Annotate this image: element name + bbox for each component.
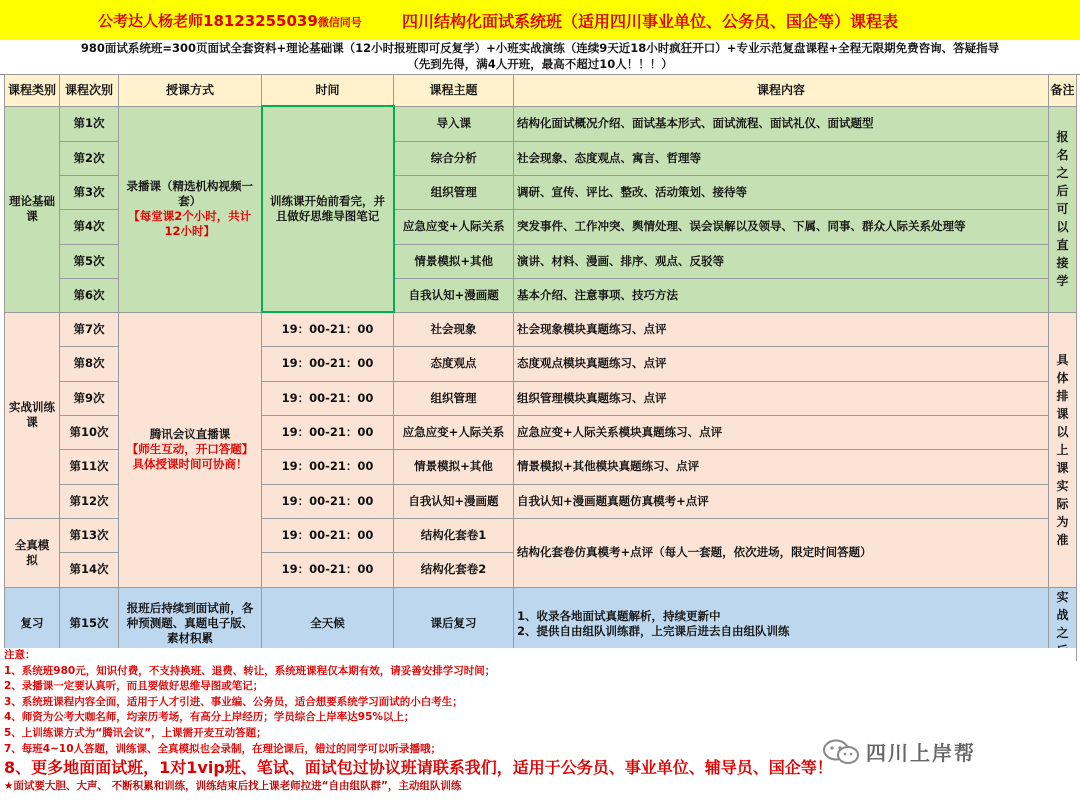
col-header-content: 课程内容 (514, 75, 1049, 107)
session-topic: 结构化套卷1 (394, 518, 514, 552)
category-practice: 实战训练课 (5, 312, 60, 518)
session-no: 第6次 (60, 278, 119, 312)
course-summary (0, 40, 1080, 75)
col-header-category: 课程类别 (5, 75, 60, 107)
session-topic: 情景模拟+其他 (394, 244, 514, 278)
method-live: 腾讯会议直播课 【师生互动，开口答题】具体授课时间可协商！ (119, 312, 262, 587)
note-item: 3、系统班课程内容全面，适用于人才引进、事业编、公务员，适合想要系统学习面试的小白考生； (4, 695, 463, 708)
note-item: 7、每班4~10人答题，训练课、全真模拟也会录制，在理论课后，错过的同学可以听录播哦； (4, 742, 442, 755)
col-header-method: 授课方式 (119, 75, 262, 107)
session-no: 第1次 (60, 106, 119, 141)
session-no: 第12次 (60, 484, 119, 518)
session-content: 组织管理模块真题练习、点评 (514, 381, 1049, 415)
page-title: 四川结构化面试系统班（适用四川事业单位、公务员、国企等）课程表 (402, 12, 899, 31)
session-content: 情景模拟+其他模块真题练习、点评 (514, 449, 1049, 484)
session-no: 第8次 (60, 346, 119, 381)
session-topic: 应急应变+人际关系 (394, 415, 514, 449)
contact-text: 公考达人杨老师18123255039微信同号 (98, 12, 362, 30)
method-recorded: 录播课（精选机构视频一套） 【每堂课2个小时，共计12小时】 (119, 106, 262, 312)
session-no: 第5次 (60, 244, 119, 278)
session-topic: 结构化套卷2 (394, 552, 514, 587)
note-item: 4、师资为公考大咖名师，均亲历考场，有高分上岸经历；学员综合上岸率达95%以上； (4, 711, 415, 724)
session-time: 19：00-21：00 (262, 518, 394, 552)
remark-theory: 报名之后可以直接学 (1049, 106, 1077, 312)
session-topic: 导入课 (394, 106, 514, 141)
session-content: 结构化面试概况介绍、面试基本形式、面试流程、面试礼仪、面试题型 (514, 106, 1049, 141)
session-content: 应急应变+人际关系模块真题练习、点评 (514, 415, 1049, 449)
session-time: 19：00-21：00 (262, 484, 394, 518)
wechat-icon (822, 739, 860, 765)
session-no: 第15次 (60, 587, 119, 660)
session-no: 第13次 (60, 518, 119, 552)
summary-line-1: 980面试系统班=300页面试全套资料+理论基础课（12小时报班即可反复学）+小班实战演练（连续9天近18小时疯狂开口）+专业示范复盘课程+全程无限期免费咨询、答疑指导 (80, 41, 1000, 55)
session-topic: 应急应变+人际关系 (394, 209, 514, 244)
col-header-time: 时间 (262, 75, 394, 107)
session-time: 19：00-21：00 (262, 312, 394, 346)
schedule-table (4, 74, 1077, 661)
session-time: 19：00-21：00 (262, 381, 394, 415)
session-time: 19：00-21：00 (262, 346, 394, 381)
session-topic: 情景模拟+其他 (394, 449, 514, 484)
session-content: 自我认知+漫画题真题仿真模考+点评 (514, 484, 1049, 518)
title-bar (0, 0, 1080, 41)
note-item: 2、录播课一定要认真听，而且要做好思维导图或笔记； (4, 680, 264, 693)
session-content: 社会现象模块真题练习、点评 (514, 312, 1049, 346)
summary-line-2: （先到先得，满4人开班，最高不超过10人！！！） (407, 57, 673, 71)
col-header-session: 课程次别 (60, 75, 119, 107)
table-row (5, 106, 1077, 141)
session-no: 第4次 (60, 209, 119, 244)
table-header-row (5, 75, 1077, 107)
session-content: 调研、宣传、评比、整改、活动策划、接待等 (514, 175, 1049, 209)
session-no: 第9次 (60, 381, 119, 415)
session-topic: 组织管理 (394, 175, 514, 209)
watermark (822, 737, 976, 766)
note-item: 5、上训练课方式为“腾讯会议”，上课需开麦互动答题； (4, 726, 267, 739)
session-topic: 态度观点 (394, 346, 514, 381)
mock-content: 结构化套卷仿真模考+点评（每人一套题，依次进场，限定时间答题） (514, 518, 1049, 587)
session-topic: 组织管理 (394, 381, 514, 415)
note-tip: ★面试要大胆、大声、 不断积累和训练，训练结束后找上课老师拉进“自由组队群”，主动组队训练 (4, 780, 462, 793)
watermark-text: 四川上岸帮 (866, 741, 976, 765)
session-topic: 社会现象 (394, 312, 514, 346)
remark-review: 实战之 (1049, 587, 1077, 660)
session-no: 第3次 (60, 175, 119, 209)
session-content: 态度观点模块真题练习、点评 (514, 346, 1049, 381)
note-item: 1、系统班980元，知识付费，不支持换班、退费、转让，系统班课程仅本期有效，请妥善安排学习时间； (4, 664, 496, 677)
category-theory: 理论基础课 (5, 106, 60, 312)
session-no: 第14次 (60, 552, 119, 587)
session-content: 基本介绍、注意事项、技巧方法 (514, 278, 1049, 312)
session-topic: 综合分析 (394, 141, 514, 175)
category-mock: 全真模拟 (5, 518, 60, 587)
notes-title: 注意： (4, 649, 36, 661)
session-content: 1、收录各地面试真题解析，持续更新中 2、提供自由组队训练群，上完课后进去自由组队训练 (514, 587, 1049, 660)
remark-practice: 具体排课以上课实际为准 (1049, 312, 1077, 587)
session-content: 演讲、材料、漫画、排序、观点、反驳等 (514, 244, 1049, 278)
session-no: 第11次 (60, 449, 119, 484)
col-header-topic: 课程主题 (394, 75, 514, 107)
table-row (5, 312, 1077, 346)
session-content: 社会现象、态度观点、寓言、哲理等 (514, 141, 1049, 175)
session-time: 全天候 (262, 587, 394, 660)
method-review: 报班后持续到面试前，各种预测题、真题电子版、素材积累 (119, 587, 262, 660)
col-header-remarks: 备注 (1049, 75, 1077, 107)
session-no: 第7次 (60, 312, 119, 346)
session-no: 第2次 (60, 141, 119, 175)
session-content: 突发事件、工作冲突、舆情处理、误会误解以及领导、下属、同事、群众人际关系处理等 (514, 209, 1049, 244)
category-review: 复习 (5, 587, 60, 660)
session-time: 19：00-21：00 (262, 415, 394, 449)
session-time: 19：00-21：00 (262, 552, 394, 587)
notes-section (4, 648, 1076, 802)
note-highlight: 8、更多地面面试班，1对1vip班、笔试、面试包过协议班请联系我们，适用于公务员、事业单位、辅导员、国企等！ (4, 758, 833, 778)
session-topic: 自我认知+漫画题 (394, 484, 514, 518)
session-time: 19：00-21：00 (262, 449, 394, 484)
session-no: 第10次 (60, 415, 119, 449)
session-topic: 自我认知+漫画题 (394, 278, 514, 312)
session-topic: 课后复习 (394, 587, 514, 660)
theory-time: 训练课开始前看完，并且做好思维导图笔记 (262, 106, 394, 312)
